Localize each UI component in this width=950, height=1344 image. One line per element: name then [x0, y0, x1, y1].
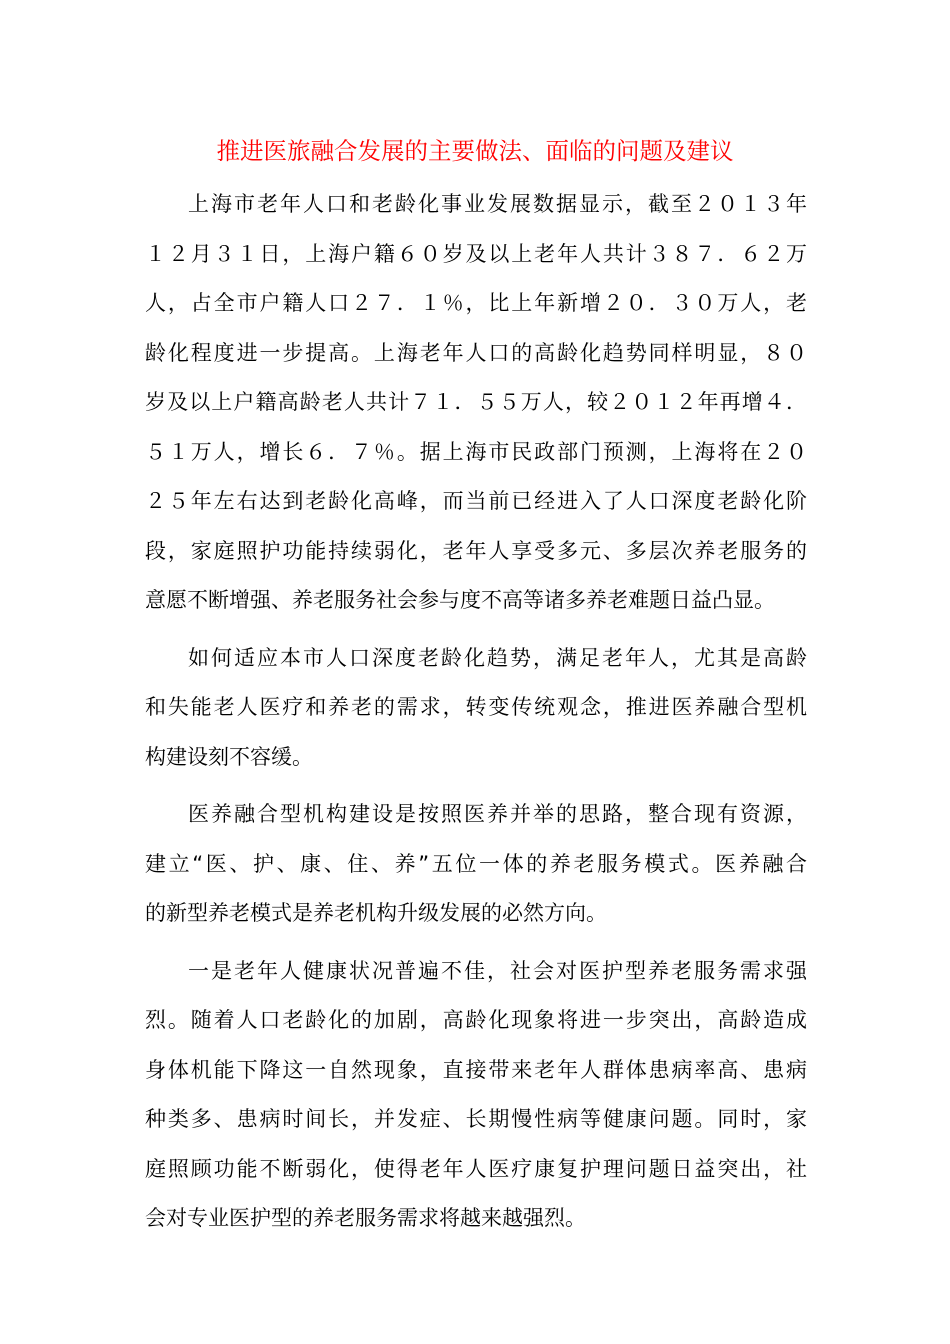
paragraph-line: 的新型养老模式是养老机构升级发展的必然方向。 [145, 901, 607, 925]
paragraph-line: 一是老年人健康状况普遍不佳，社会对医护型养老服务需求强 [188, 958, 807, 983]
paragraph-line: 岁及以上户籍高龄老人共计７１．５５万人，较２０１２年再增４． [145, 390, 807, 414]
paragraph-line: 会对专业医护型的养老服务需求将越来越强烈。 [145, 1206, 586, 1230]
document-body [145, 180, 807, 1252]
paragraph-line: ２５年左右达到老龄化高峰，而当前已经进入了人口深度老龄化阶 [145, 489, 807, 513]
paragraph-line: 身体机能下降这一自然现象，直接带来老年人群体患病率高、患病 [145, 1057, 807, 1082]
paragraph [145, 180, 807, 626]
paragraph-line: 意愿不断增强、养老服务社会参与度不高等诸多养老难题日益凸显。 [145, 588, 775, 612]
paragraph-line: 医养融合型机构建设是按照医养并举的思路，整合现有资源， [188, 802, 807, 826]
paragraph-line: 龄化程度进一步提高。上海老年人口的高龄化趋势同样明显，８０ [145, 340, 807, 365]
paragraph-line: 庭照顾功能不断弱化，使得老年人医疗康复护理问题日益突出，社 [145, 1156, 807, 1181]
paragraph-line: 和失能老人医疗和养老的需求，转变传统观念，推进医养融合型机 [145, 695, 807, 719]
paragraph [145, 790, 807, 939]
document-title: 推进医旅融合发展的主要做法、面临的问题及建议 [216, 137, 734, 165]
paragraph-line: 上海市老年人口和老龄化事业发展数据显示，截至２０１３年 [188, 192, 807, 216]
paragraph-line: 如何适应本市人口深度老龄化趋势，满足老年人，尤其是高龄 [188, 645, 807, 670]
paragraph [145, 947, 807, 1244]
paragraph-line: 构建设刻不容缓。 [145, 744, 313, 769]
paragraph-line: ５１万人，增长６．７％。据上海市民政部门预测，上海将在２０ [145, 439, 807, 464]
paragraph-line: 段，家庭照护功能持续弱化，老年人享受多元、多层次养老服务的 [145, 538, 807, 563]
paragraph [145, 634, 807, 783]
paragraph-line: 种类多、患病时间长，并发症、长期慢性病等健康问题。同时，家 [145, 1107, 807, 1131]
paragraph-line: 人，占全市户籍人口２７．１％，比上年新增２０．３０万人，老 [145, 291, 807, 315]
paragraph-line: １２月３１日，上海户籍６０岁及以上老年人共计３８７．６２万 [145, 241, 807, 266]
paragraph-line: 烈。随着人口老龄化的加剧，高龄化现象将进一步突出，高龄造成 [145, 1008, 807, 1032]
paragraph-line: 建立“医、护、康、住、养”五位一体的养老服务模式。医养融合 [145, 851, 807, 876]
